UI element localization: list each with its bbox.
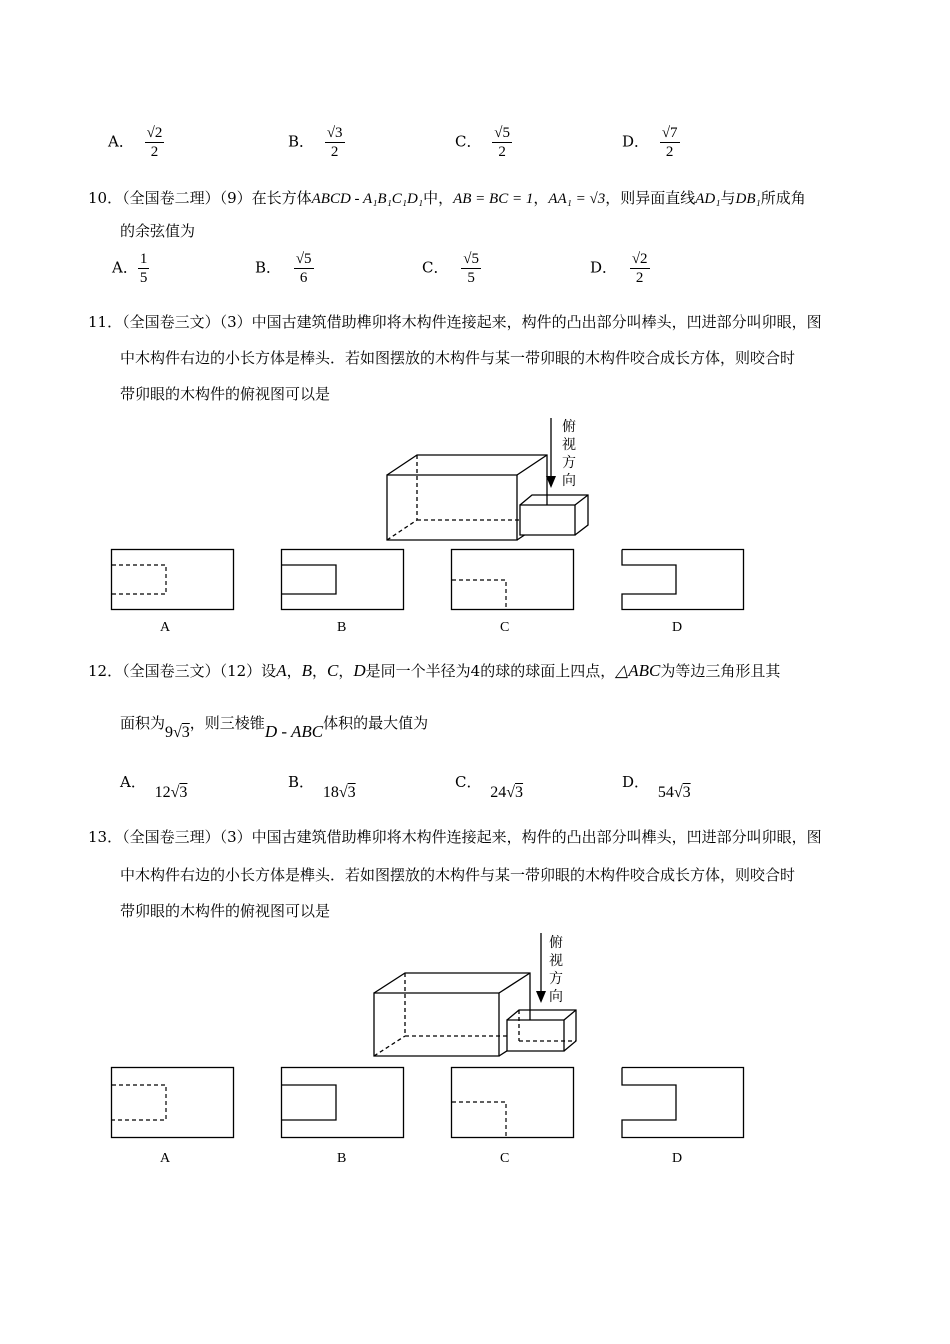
- q13-choice-a-view[interactable]: [111, 1067, 235, 1139]
- question-number: 10．: [88, 189, 123, 207]
- q11-choice-label-b: B: [337, 620, 347, 635]
- q13-choice-label-b: B: [337, 1151, 347, 1166]
- question-number: 11．: [88, 313, 123, 331]
- q11-stem-line1: 11．（全国卷三文）（3）中国古建筑借助榫卯将木构件连接起来，构件的凸出部分叫棒头，凹进部分叫卯眼，图: [88, 313, 822, 331]
- q10-stem-line1: 10．（全国卷二理）（9）在长方体ABCD - A₁B₁C₁D₁中，AB = BC = 1，AA₁ = √3，则异面直线AD₁与DB₁所成角: [88, 189, 806, 207]
- q11-view-arrow: [545, 418, 557, 488]
- q13-choice-d-view[interactable]: [621, 1067, 745, 1139]
- q11-choice-label-a: A: [160, 620, 171, 635]
- q11-choice-label-c: C: [500, 620, 510, 635]
- q11-stem-line2: 中木构件右边的小长方体是棒头．若如图摆放的木构件与某一带卯眼的木构件咬合成长方体，则咬合时: [120, 349, 796, 367]
- q10-option-b[interactable]: B． $\frac{√5}{6}$: [255, 251, 312, 286]
- q13-choice-b-view[interactable]: [281, 1067, 405, 1139]
- q10-option-c[interactable]: C． $\frac{√5}{5}$: [422, 251, 479, 286]
- q11-choice-b-view[interactable]: [281, 549, 405, 611]
- q10-option-d[interactable]: D． $\frac{√2}{2}$: [590, 251, 648, 286]
- q13-stem-line3: 带卯眼的木构件的俯视图可以是: [120, 902, 331, 920]
- q13-choice-label-c: C: [500, 1151, 510, 1166]
- q9-option-a[interactable]: A． $\frac{√2}{2}$: [108, 125, 163, 160]
- q13-choice-label-d: D: [672, 1151, 683, 1166]
- q9-option-b[interactable]: B． $\frac{√3}{2}$: [288, 125, 343, 160]
- q12-option-d[interactable]: D． 54√3: [622, 773, 691, 801]
- q13-view-arrow: [535, 933, 547, 1003]
- q13-stem-line2: 中木构件右边的小长方体是榫头．若如图摆放的木构件与某一带卯眼的木构件咬合成长方体，则咬合时: [120, 866, 796, 884]
- q13-stem-line1: 13．（全国卷三理）（3）中国古建筑借助榫卯将木构件连接起来，构件的凸出部分叫榫头，凹进部分叫卯眼，图: [88, 828, 822, 846]
- q11-stem-line3: 带卯眼的木构件的俯视图可以是: [120, 385, 331, 403]
- q9-option-d[interactable]: D． $\frac{√7}{2}$: [622, 125, 678, 160]
- q11-choice-c-view[interactable]: [451, 549, 575, 611]
- q13-choice-label-a: A: [160, 1151, 171, 1166]
- q12-stem-line2: 面积为9√3，则三棱锥D - ABC体积的最大值为: [120, 714, 429, 741]
- q13-choice-c-view[interactable]: [451, 1067, 575, 1139]
- question-number: 12．: [88, 662, 123, 680]
- q12-option-b[interactable]: B． 18√3: [288, 773, 356, 801]
- q12-stem-line1: 12．（全国卷三文）（12）设A，B，C，D是同一个半径为4的球的球面上四点，△ABC为等边三角形且其: [88, 661, 781, 680]
- q13-mortise-figure: [368, 966, 598, 1061]
- q11-choice-d-view[interactable]: [621, 549, 745, 611]
- question-number: 13．: [88, 828, 123, 846]
- q12-option-a[interactable]: A． 12√3: [120, 773, 188, 801]
- q12-option-c[interactable]: C． 24√3: [455, 773, 524, 801]
- q11-choice-label-d: D: [672, 620, 683, 635]
- q11-choice-a-view[interactable]: [111, 549, 235, 611]
- q9-option-c[interactable]: C． $\frac{√5}{2}$: [455, 125, 510, 160]
- q10-stem-line2: 的余弦值为: [120, 222, 196, 240]
- q10-option-a[interactable]: A． $\frac{1}{5}$: [112, 251, 148, 286]
